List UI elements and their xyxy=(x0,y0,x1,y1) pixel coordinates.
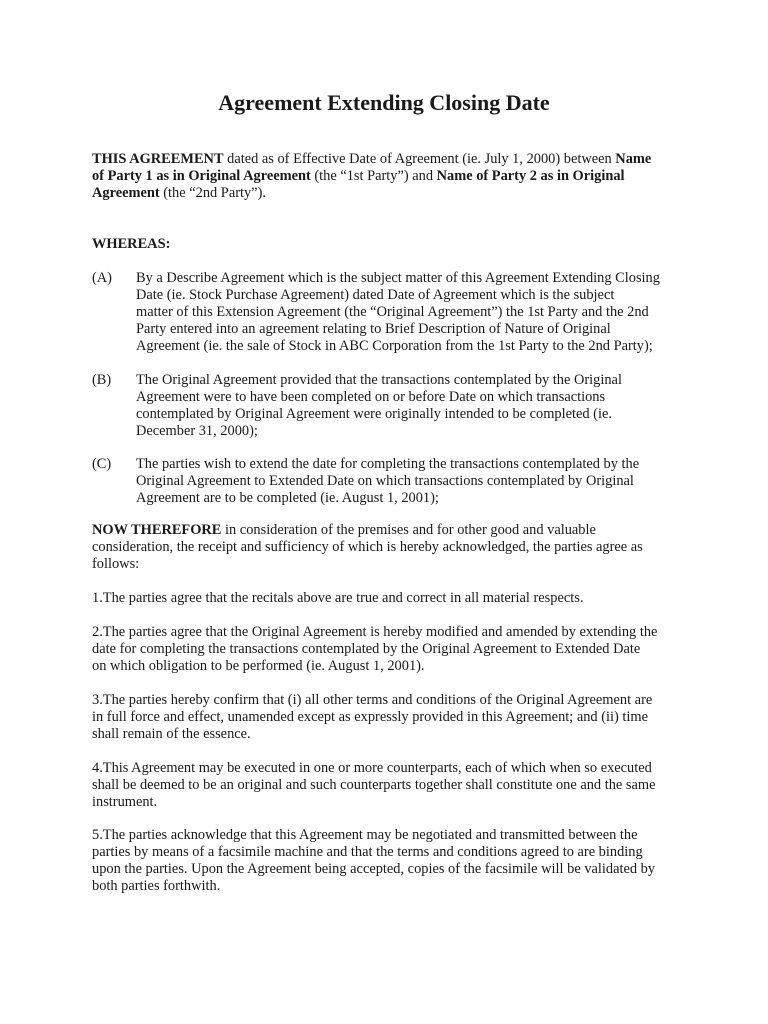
text-line: Agreement are to be completed (ie. August 1, 2001); xyxy=(136,490,439,506)
text-line: 3.The parties hereby confirm that (i) all other terms and conditions of the Original Agreement are xyxy=(92,692,653,708)
text-line: Date (ie. Stock Purchase Agreement) dated Date of Agreement which is the subject xyxy=(136,287,615,303)
recital-paragraph xyxy=(136,456,639,507)
text: (the “1st Party”) and xyxy=(310,168,437,184)
bold-text: of Party 1 as in Original Agreement xyxy=(92,168,311,184)
text-line: shall be deemed to be an original and such counterparts together shall constitute one and the same xyxy=(92,777,656,793)
text-line: upon the parties. Upon the Agreement being accepted, copies of the facsimile will be validated by xyxy=(92,861,656,877)
text: (the “2nd Party”). xyxy=(159,185,266,201)
text-line: 4.This Agreement may be executed in one or more counterparts, each of which when so executed xyxy=(92,760,652,776)
text-line: By a Describe Agreement which is the subject matter of this Agreement Extending Closing xyxy=(136,270,660,286)
text-line: Original Agreement to Extended Date on which transactions contemplated by Original xyxy=(136,473,634,489)
bold-text: Name xyxy=(615,151,652,167)
text-line: 5.The parties acknowledge that this Agreement may be negotiated and transmitted between the xyxy=(92,827,638,843)
now-therefore-paragraph xyxy=(92,522,643,573)
text-line: in full force and effect, unamended except as expressly provided in this Agreement; and (ii) time xyxy=(92,709,648,725)
clause-paragraph xyxy=(92,760,655,811)
text-line: Agreement were to have been completed on or before Date on which transactions xyxy=(136,389,606,405)
text-line: contemplated by Original Agreement were originally intended to be completed (ie. xyxy=(136,406,612,422)
intro-paragraph xyxy=(92,151,651,202)
clause-paragraph xyxy=(92,692,652,743)
text-line: The parties wish to extend the date for completing the transactions contemplated by the xyxy=(136,456,640,472)
text-line: Agreement (ie. the sale of Stock in ABC Corporation from the 1st Party to the 2nd Party); xyxy=(136,338,653,354)
text-line: parties by means of a facsimile machine and that the terms and conditions agreed to are binding xyxy=(92,844,643,860)
text-line: instrument. xyxy=(92,794,158,810)
text-line: follows: xyxy=(92,556,140,572)
recital-paragraph xyxy=(136,372,622,440)
text-line: date for completing the transactions contemplated by the Original Agreement to Extended Date xyxy=(92,641,641,657)
text-line: consideration, the receipt and sufficiency of which is hereby acknowledged, the parties agree as xyxy=(92,539,643,555)
text-line: The Original Agreement provided that the transactions contemplated by the Original xyxy=(136,372,622,388)
recital-label: (A) xyxy=(92,270,112,286)
clause-paragraph xyxy=(92,590,583,607)
whereas-heading: WHEREAS: xyxy=(92,236,171,252)
document-title: Agreement Extending Closing Date xyxy=(218,90,550,115)
clause-paragraph xyxy=(92,624,657,675)
bold-text: Agreement xyxy=(92,185,160,201)
text: dated as of Effective Date of Agreement (ie. July 1, 2000) between xyxy=(223,151,616,167)
text-line: both parties forthwith. xyxy=(92,878,221,894)
text-line: Party entered into an agreement relating to Brief Description of Nature of Original xyxy=(136,321,611,337)
bold-text: NOW THEREFORE xyxy=(92,522,222,538)
recital-paragraph xyxy=(136,270,660,355)
text-line: on which obligation to be performed (ie. August 1, 2001). xyxy=(92,658,425,674)
recital-label: (C) xyxy=(92,456,112,472)
text-line: 1.The parties agree that the recitals above are true and correct in all material respects. xyxy=(92,590,584,606)
bold-text: THIS AGREEMENT xyxy=(92,151,224,167)
bold-text: Name of Party 2 as in Original xyxy=(436,168,625,184)
text-line: shall remain of the essence. xyxy=(92,726,251,742)
text-line: 2.The parties agree that the Original Agreement is hereby modified and amended by extending the xyxy=(92,624,658,640)
text-line: matter of this Extension Agreement (the “Original Agreement”) the 1st Party and the 2nd xyxy=(136,304,649,320)
text-line: December 31, 2000); xyxy=(136,423,258,439)
recital-label: (B) xyxy=(92,372,112,388)
text: in consideration of the premises and for other good and valuable xyxy=(221,522,596,538)
clause-paragraph xyxy=(92,827,655,895)
